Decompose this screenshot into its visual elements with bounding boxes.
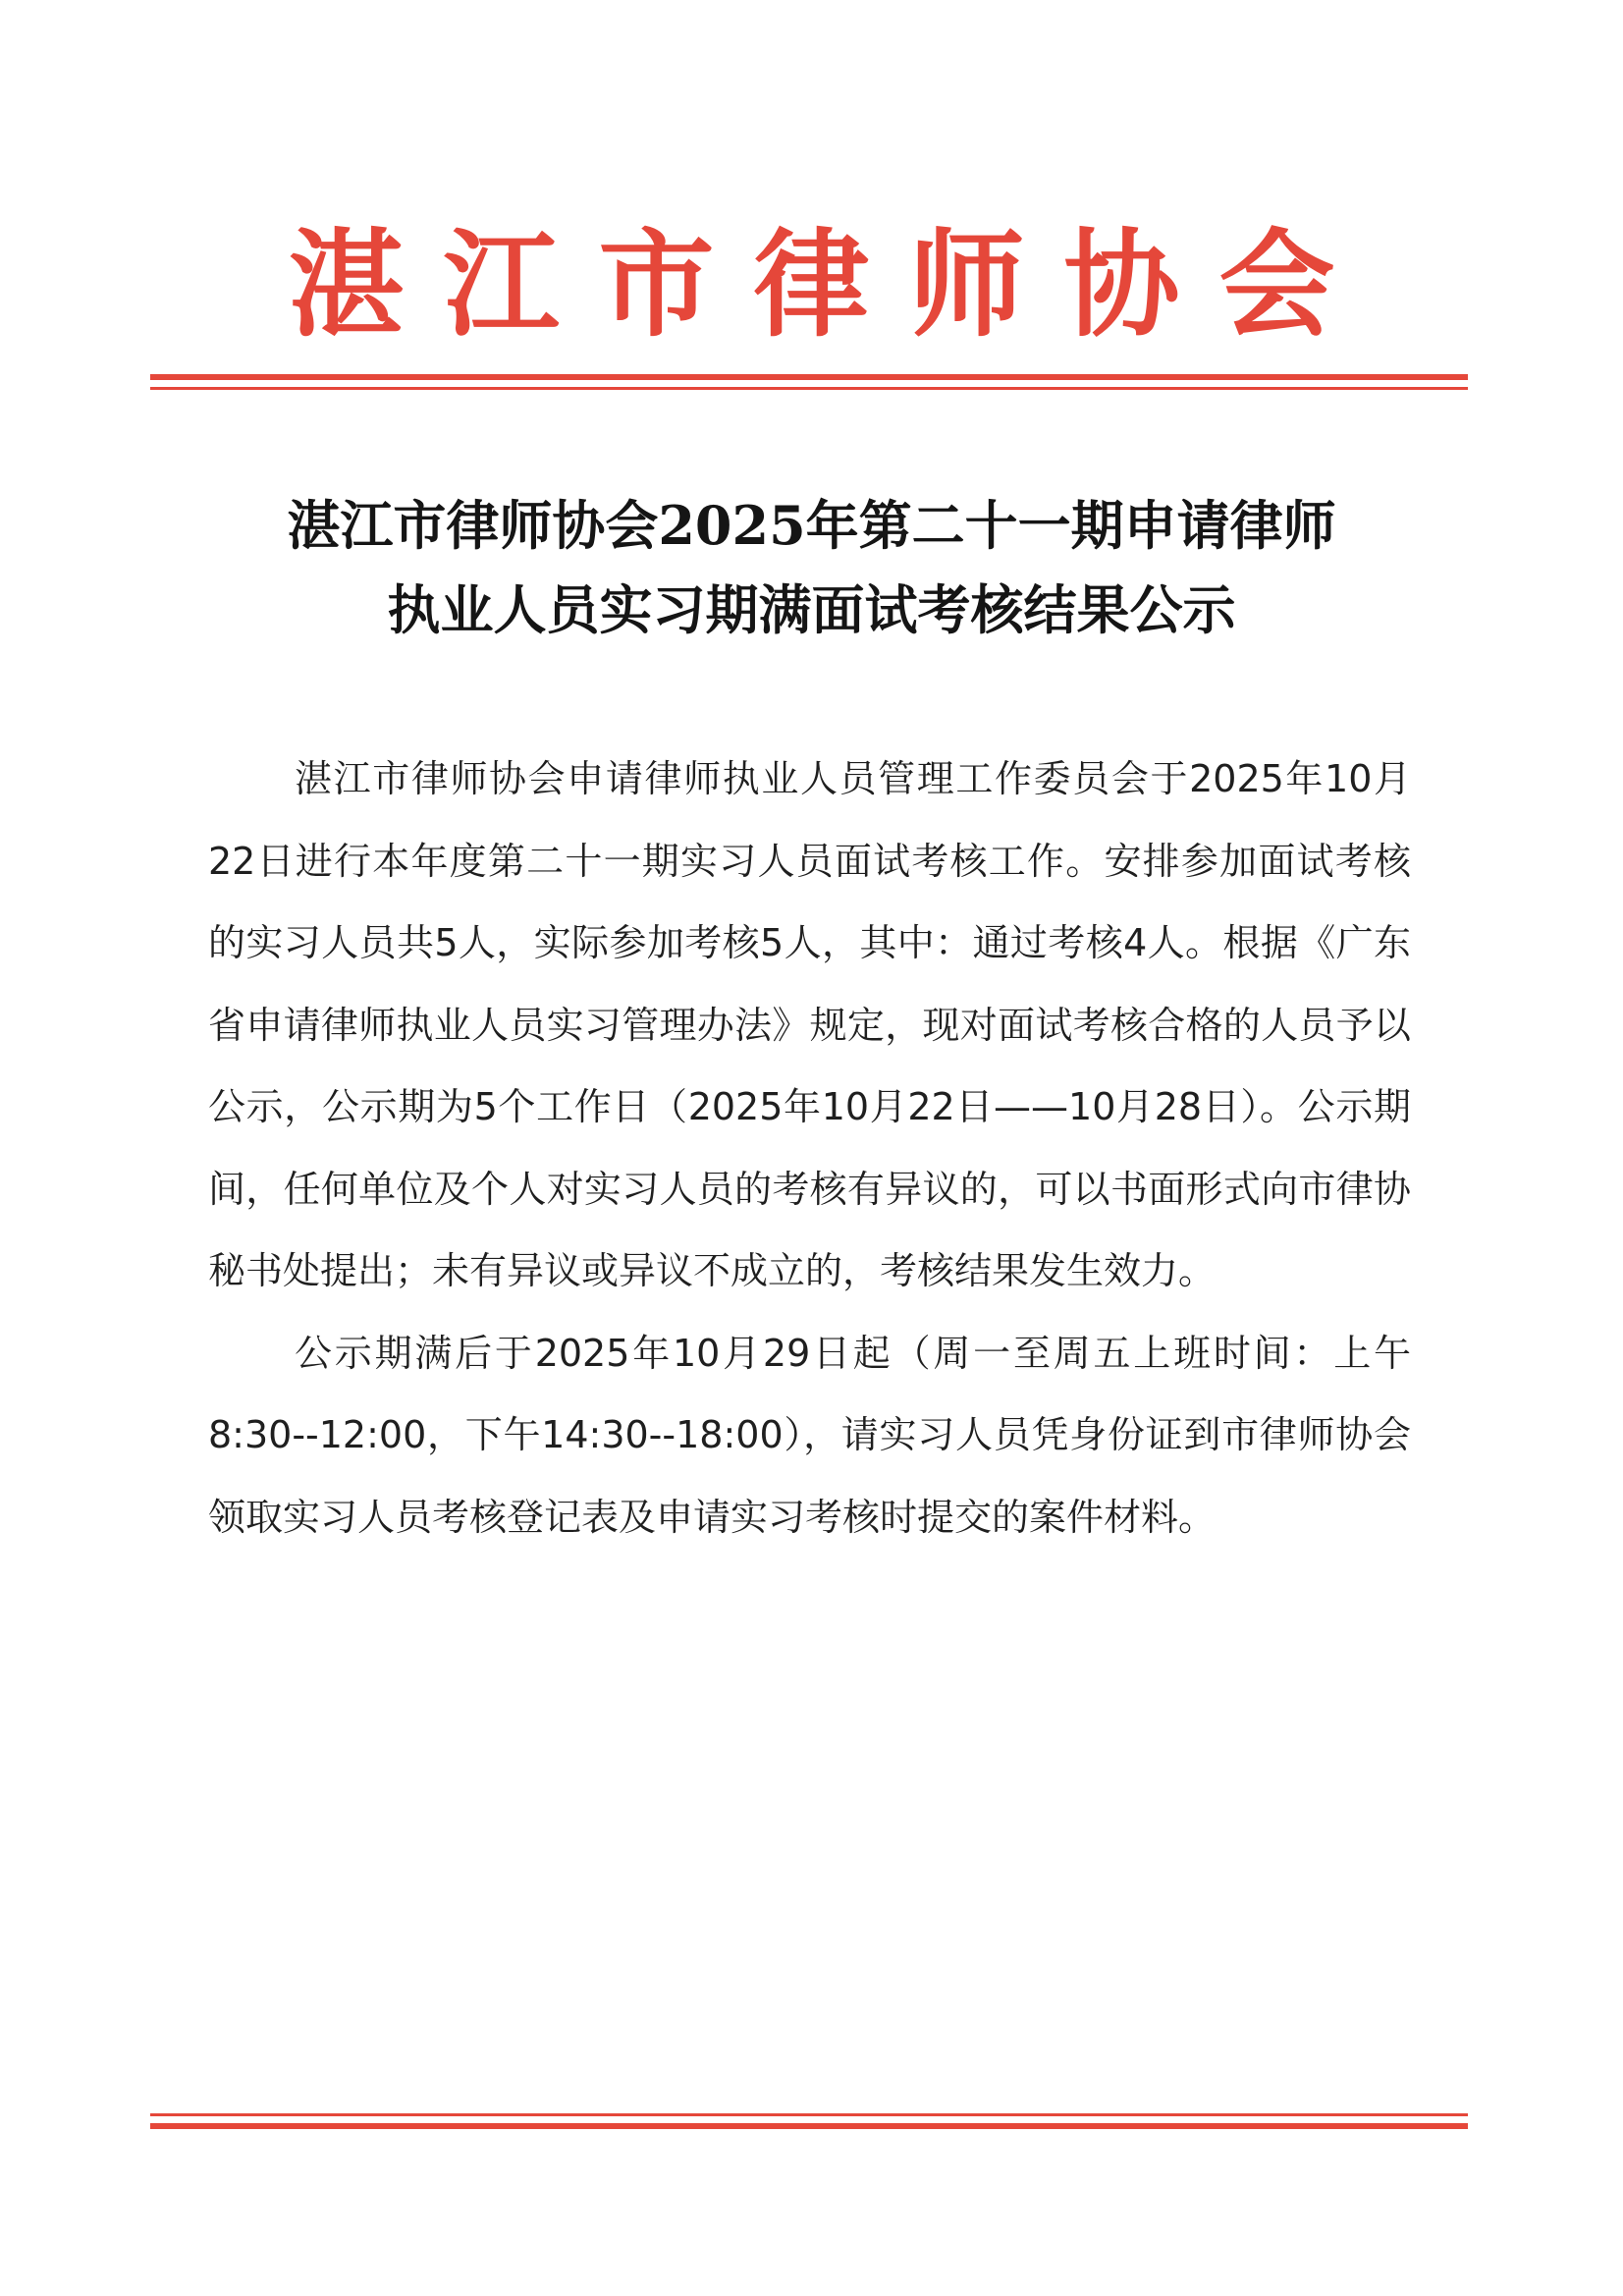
document-body [208,738,1411,1558]
footer-rule-thick [150,2123,1468,2129]
document-title-line-2: 执业人员实习期满面试考核结果公示 [387,578,1236,641]
letterhead-rule-thin [150,387,1468,390]
footer-rule-thin [150,2113,1468,2116]
body-paragraph-collection-notice: 公示期满后于2025年10月29日起（周一至周五上班时间：上午8:30--12:00，下午14:30--18:00），请实习人员凭身份证到市律师协会领取实习人员考核登记表及申请实习考核时提交的案件材料。 [208,1331,1411,1539]
body-paragraph-announcement: 湛江市律师协会申请律师执业人员管理工作委员会于2025年10月22日进行本年度第二十一期实习人员面试考核工作。安排参加面试考核的实习人员共5人，实际参加考核5人，其中：通过考核4人。根据《广东省申请律师执业人员实习管理办法》规定，现对面试考核合格的人员予以公示，公示期为5个工作日（2025年10月22日——10月28日）。公示期间，任何单位及个人对实习人员的考核有异议的，可以书面形式向市律协秘书处提出；未有异议或异议不成立的，考核结果发生效力。 [208,757,1411,1292]
document-title [147,483,1476,652]
document-title-line-1: 湛江市律师协会2025年第二十一期申请律师 [287,494,1336,557]
letterhead-organization-name: 湛江市律师协会 [288,217,1375,353]
letterhead-rule-thick [150,374,1468,380]
